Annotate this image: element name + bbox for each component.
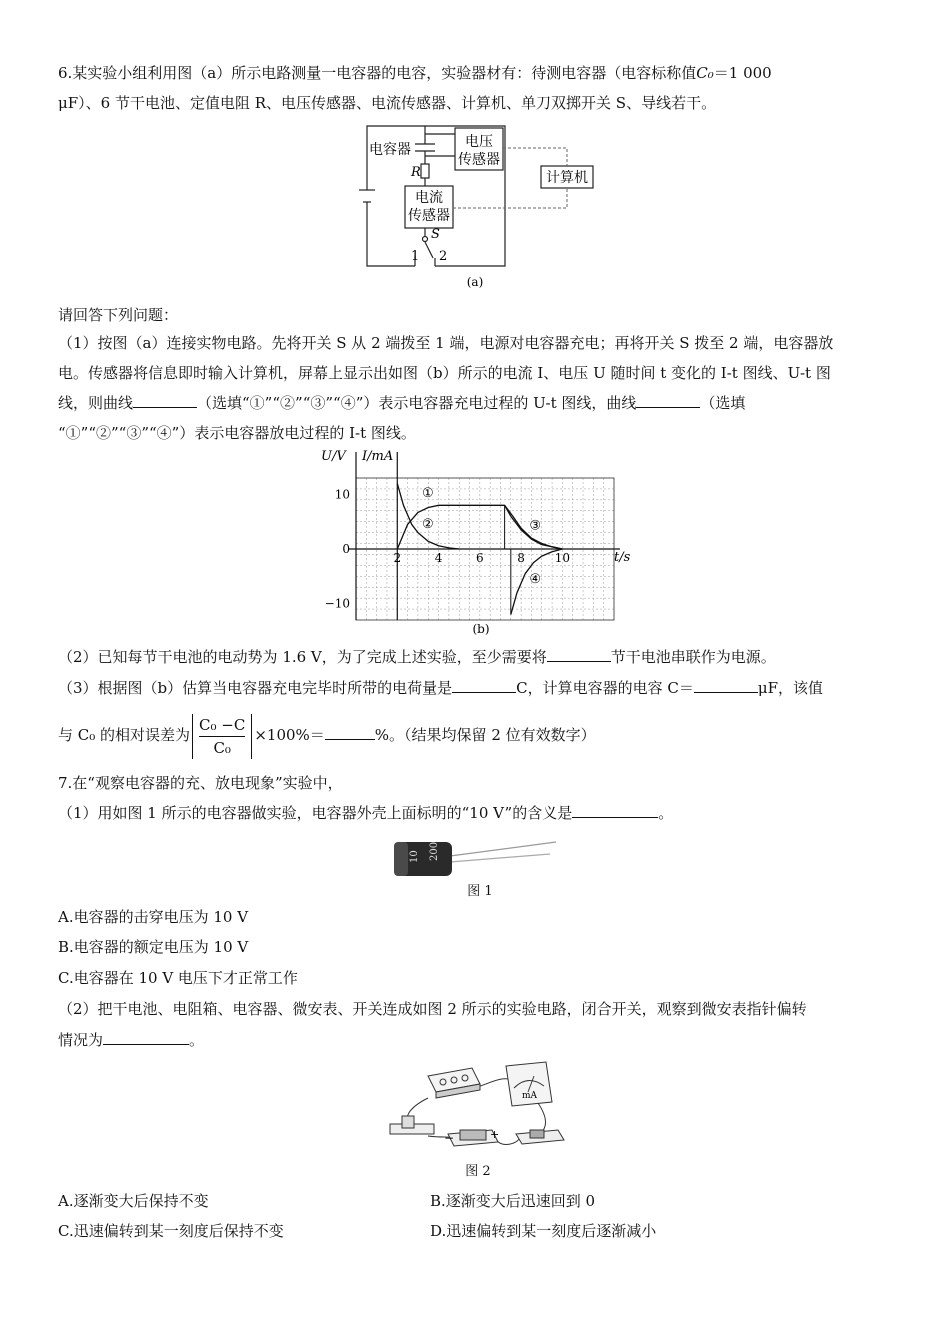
q6-part2: （2）已知每节干电池的电动势为 1.6 V，为了完成上述实验，至少需要将 节干电池串联作为电源。 xyxy=(58,648,776,666)
q7-part2-line2: 情况为 。 xyxy=(58,1031,205,1049)
q7-part2-option-c[interactable]: C.迅速偏转到某一刻度后保持不变 xyxy=(58,1222,284,1240)
q6-stem-line1 xyxy=(58,62,772,84)
label-voltage-sensor: 电压 xyxy=(465,134,493,150)
y-tick-label: 10 xyxy=(334,487,350,502)
label-computer: 计算机 xyxy=(546,170,588,186)
curve-label: ② xyxy=(422,517,434,533)
battery-plus: + xyxy=(490,1128,500,1141)
label-terminal-2: 2 xyxy=(439,249,448,264)
answer-blank-3[interactable] xyxy=(547,646,611,662)
figure-b-caption: (b) xyxy=(472,622,490,636)
label-resistor: R xyxy=(411,165,421,180)
q7-option-b[interactable]: B.电容器的额定电压为 10 V xyxy=(58,938,249,956)
c0-symbol: C₀ xyxy=(696,64,714,82)
y-label-right: I/mA xyxy=(362,449,394,464)
q6-prompt: 请回答下列问题： xyxy=(58,306,179,324)
q7-option-c[interactable]: C.电容器在 10 V 电压下才正常工作 xyxy=(58,969,298,987)
y-tick-label: 0 xyxy=(342,542,350,556)
capacitor-label-voltage: 10 xyxy=(409,850,420,863)
label-current-sensor: 电流 xyxy=(415,190,443,206)
battery-holder xyxy=(444,1128,499,1146)
q7-stem: 7.在“观察电容器的充、放电现象”实验中， xyxy=(58,774,343,792)
circuit-figure-2 xyxy=(388,1058,568,1158)
capacitor-label-capacitance: 200 xyxy=(429,841,440,861)
answer-blank-6[interactable] xyxy=(325,724,375,740)
q7-part2-line1: （2）把干电池、电阻箱、电容器、微安表、开关连成如图 2 所示的实验电路，闭合开关，观察到微安表指针偏转 xyxy=(58,1000,807,1018)
figure-2-caption: 图 2 xyxy=(465,1164,491,1179)
battery-minus: − xyxy=(444,1131,455,1145)
relative-error-fraction: $\frac{\text{C₀ −C}}{\text{C₀}}$ xyxy=(192,714,252,759)
q7-part2-option-d[interactable]: D.迅速偏转到某一刻度后逐渐减小 xyxy=(430,1222,657,1240)
x-tick-label: 6 xyxy=(476,551,484,565)
chart-labels xyxy=(422,486,541,587)
label-switch: S xyxy=(431,227,440,242)
resistance-box xyxy=(428,1068,480,1098)
q7-part2-option-b[interactable]: B.逐渐变大后迅速回到 0 xyxy=(430,1192,596,1210)
label-voltage-sensor-2: 传感器 xyxy=(458,152,500,168)
chart-b xyxy=(318,448,638,638)
label-terminal-1: 1 xyxy=(411,249,420,264)
circuit-figure-a xyxy=(355,118,595,298)
microammeter xyxy=(506,1062,552,1106)
chart-axes xyxy=(325,452,620,620)
curve-label: ③ xyxy=(529,518,542,534)
curve-label: ④ xyxy=(529,571,542,587)
q6-part1-line4: “①”“②”“③”“④”）表示电容器放电过程的 I-t 图线。 xyxy=(58,424,416,442)
figure-1-caption: 图 1 xyxy=(467,884,493,899)
answer-blank-5[interactable] xyxy=(694,677,758,693)
answer-blank-4[interactable] xyxy=(452,677,516,693)
switch-component xyxy=(516,1130,564,1144)
answer-blank-8[interactable] xyxy=(103,1029,189,1045)
x-tick-label: 10 xyxy=(554,551,571,565)
x-tick-label: 2 xyxy=(393,551,402,565)
capacitor-figure-1 xyxy=(390,838,570,880)
q6-part1-line3: 线，则曲线 （选填“①”“②”“③”“④”）表示电容器充电过程的 U-t 图线，曲线 （选填 xyxy=(58,394,746,412)
answer-blank-1[interactable] xyxy=(133,392,197,408)
label-current-sensor-2: 传感器 xyxy=(408,208,450,224)
answer-blank-2[interactable] xyxy=(636,392,700,408)
q7-part1: （1）用如图 1 所示的电容器做实验，电容器外壳上面标明的“10 V”的含义是 。 xyxy=(58,804,674,822)
y-tick-label: −10 xyxy=(324,596,350,611)
q6-part3-line1: （3）根据图（b）估算当电容器充电完毕时所带的电荷量是 C，计算电容器的电容 C＝ μF，该值 xyxy=(58,679,824,697)
x-tick-label: 4 xyxy=(434,551,443,565)
q6-stem-line2: μF）、6 节干电池、定值电阻 R、电压传感器、电流传感器、计算机、单刀双掷开关 S、导线若干。 xyxy=(58,94,717,112)
x-label: t/s xyxy=(614,550,631,565)
q6-part1-line2: 电。传感器将信息即时输入计算机，屏幕上显示出如图（b）所示的电流 I、电压 U 随时间 t 变化的 I-t 图线、U-t 图 xyxy=(58,364,831,382)
q7-option-a[interactable]: A.电容器的击穿电压为 10 V xyxy=(58,908,249,926)
figure-a-caption: (a) xyxy=(466,275,484,289)
q6-part1-line1: （1）按图（a）连接实物电路。先将开关 S 从 2 端拨至 1 端，电源对电容器充电；再将开关 S 拨至 2 端，电容器放 xyxy=(58,334,834,352)
label-capacitor: 电容器 xyxy=(369,142,411,158)
answer-blank-7[interactable] xyxy=(572,802,658,818)
c0-value: ＝1 000 xyxy=(713,64,772,82)
x-tick-label: 8 xyxy=(517,551,525,565)
capacitor-component xyxy=(390,1116,434,1134)
q6-stem-text: 6.某实验小组利用图（a）所示电路测量一电容器的电容，实验器材有：待测电容器（电容标称值 xyxy=(58,64,697,82)
curve-label: ① xyxy=(422,486,434,502)
meter-label: mA xyxy=(522,1091,538,1101)
y-label-left: U/V xyxy=(321,449,346,464)
q7-part2-option-a[interactable]: A.逐渐变大后保持不变 xyxy=(58,1192,209,1210)
q6-part3-line2: 与 C₀ 的相对误差为 $\frac{\text{C₀ −C}}{\text{C₀}}$ ×100%＝ %。（结果均保留 2 位有效数字） xyxy=(58,715,596,757)
